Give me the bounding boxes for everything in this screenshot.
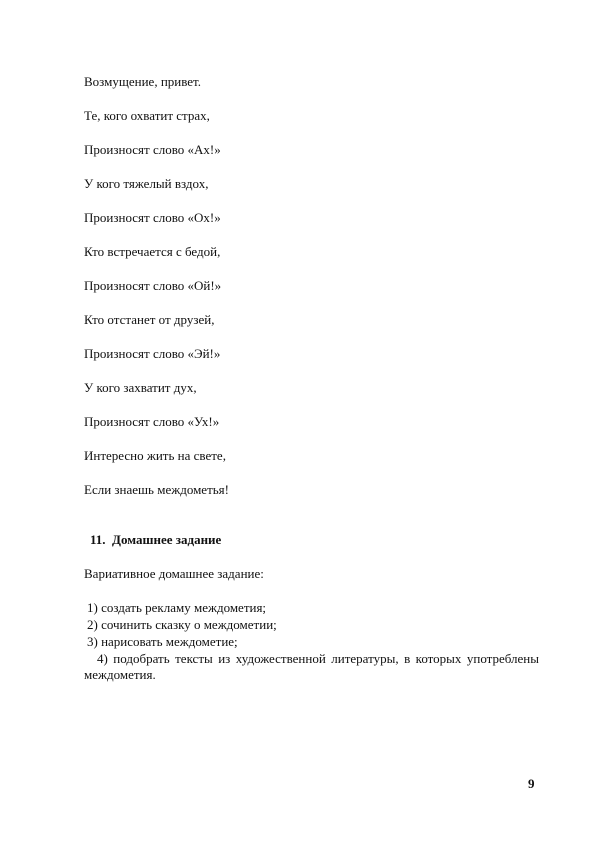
homework-item-2: 2) сочинить сказку о междометии; — [87, 617, 277, 632]
homework-item-1: 1) создать рекламу междометия; — [87, 600, 267, 615]
poem-line-13: Если знаешь междометья! — [84, 482, 229, 497]
poem-line-9: Произносят слово «Эй!» — [84, 346, 221, 361]
poem-line-2: Те, кого охватит страх, — [84, 108, 210, 123]
poem-line-10: У кого захватит дух, — [84, 380, 197, 395]
section-title: Домашнее задание — [112, 532, 222, 547]
page-number: 9 — [528, 776, 535, 791]
poem-line-7: Произносят слово «Ой!» — [84, 278, 222, 293]
poem-line-3: Произносят слово «Ах!» — [84, 142, 221, 157]
poem-line-8: Кто отстанет от друзей, — [84, 312, 215, 327]
poem-line-12: Интересно жить на свете, — [84, 448, 226, 463]
homework-item-4: 4) подобрать тексты из художественной литературы, в которых употреблены междометия. — [84, 651, 539, 682]
poem-line-1: Возмущение, привет. — [84, 74, 202, 89]
section-number: 11. — [90, 532, 106, 547]
poem-line-11: Произносят слово «Ух!» — [84, 414, 220, 429]
poem-line-6: Кто встречается с бедой, — [84, 244, 221, 259]
poem-line-4: У кого тяжелый вздох, — [84, 176, 209, 191]
section-heading — [90, 532, 221, 548]
homework-intro: Вариативное домашнее задание: — [84, 566, 264, 581]
homework-item-3: 3) нарисовать междометие; — [87, 634, 238, 649]
poem-line-5: Произносят слово «Ох!» — [84, 210, 221, 225]
